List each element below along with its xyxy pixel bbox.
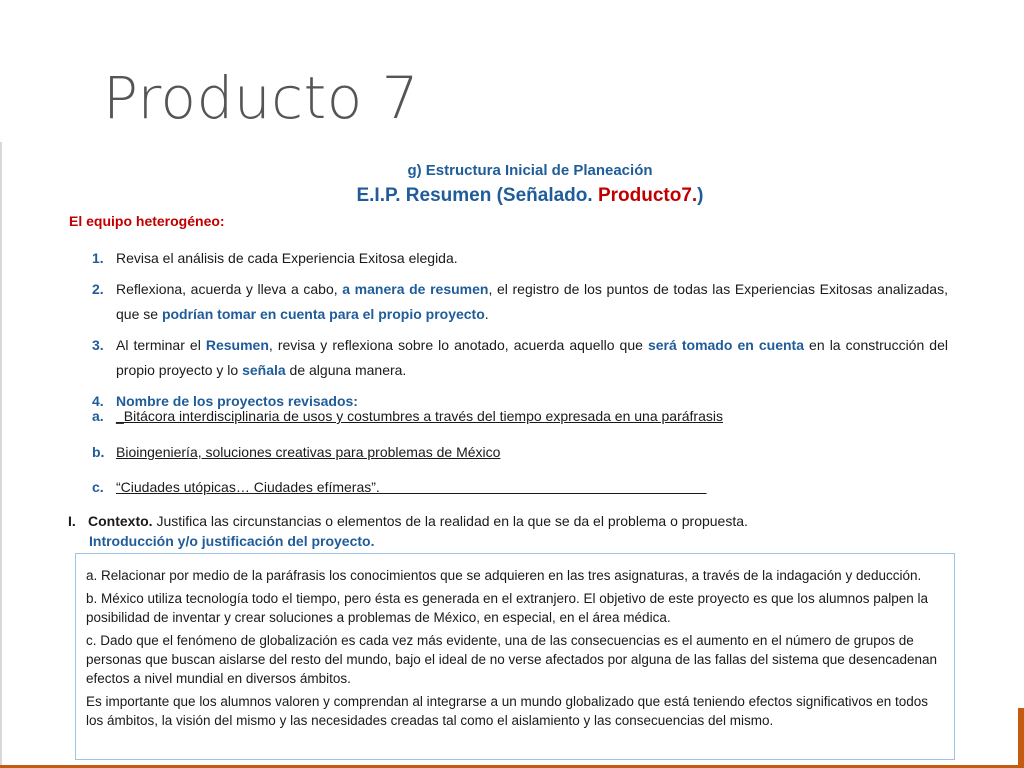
document-image: [0, 142, 1018, 768]
step-number: 1.: [92, 250, 104, 266]
step-emphasis: podrían tomar en cuenta para el propio proyecto: [161, 306, 485, 322]
step-text-part: Reflexiona, acuerda y lleva a cabo,: [116, 281, 343, 297]
step-emphasis: será tomado en cuenta: [647, 337, 804, 353]
project-item: [92, 408, 723, 424]
step-emphasis: Resumen: [205, 337, 269, 353]
steps-list: [92, 246, 948, 420]
justification-paragraph: c. Dado que el fenómeno de globalización es cada vez más evidente, una de las consecuencias es el aumento en el número de grupos de personas que buscan aislarse del resto del mundo, bajo el ideal de no verse afectados por alguna de las fallas del sistema que desencadenan efectos a nivel mundial en diversos ámbitos.: [86, 633, 938, 686]
step-text-part: , revisa y reflexiona sobre lo anotado, acuerda aquello que: [268, 337, 648, 353]
project-item: [92, 444, 500, 460]
step-text-part: de alguna manera.: [285, 362, 407, 378]
context-text: Justifica las circunstancias o elementos de la realidad en la que se da el problema o propuesta.: [152, 513, 748, 529]
project-name: _Bitácora interdisciplinaria de usos y costumbres a través del tiempo expresada en una paráfrasis: [116, 408, 723, 424]
document-title-prefix: E.I.P. Resumen (Señalado.: [356, 185, 598, 206]
project-letter: c.: [92, 479, 104, 495]
step-number: 4.: [92, 393, 104, 409]
step-text-part: , el registro de los puntos de todas las Experiencias Exitosas analizadas, que se: [116, 281, 948, 322]
document-title-product: Producto7.: [597, 185, 698, 206]
justification-box: [75, 553, 955, 760]
step-text: Nombre de los proyectos revisados:: [116, 393, 358, 409]
slide-title: Producto 7: [103, 64, 420, 132]
step-text-part: en la construcción del propio proyecto y lo: [116, 337, 948, 378]
intro-heading: Introducción y/o justificación del proyecto.: [89, 533, 375, 549]
project-item: [92, 479, 707, 495]
step-text: [116, 333, 948, 383]
team-label: El equipo heterogéneo:: [69, 213, 225, 229]
context-line: [68, 513, 748, 529]
context-numeral: I.: [68, 513, 76, 529]
project-name: Bioingeniería, soluciones creativas para problemas de México: [116, 444, 501, 460]
justification-paragraph: Es importante que los alumnos valoren y comprendan al integrarse a un mundo globalizado que está teniendo efectos significativos en todos los ámbitos, la visión del mismo y las necesidades creadas tal como el aislamiento y las consecuencias del mismo.: [86, 694, 929, 728]
step-text-part: .: [484, 306, 489, 322]
document-title-suffix: ): [697, 185, 704, 206]
project-name: “Ciudades utópicas… Ciudades efímeras”.: [116, 479, 707, 495]
step-number: 3.: [92, 337, 104, 353]
step-emphasis: señala: [242, 362, 286, 378]
step-item: [92, 246, 948, 271]
justification-paragraph: a. Relacionar por medio de la paráfrasis los conocimientos que se adquieren en las tres asignaturas, a través de la indagación y deducción.: [86, 568, 922, 583]
step-text-part: Al terminar el: [116, 337, 206, 353]
corner-accent: [1018, 708, 1024, 768]
section-heading: g) Estructura Inicial de Planeación: [407, 162, 653, 179]
step-text: [116, 277, 948, 327]
step-item: [92, 277, 948, 327]
step-text: Revisa el análisis de cada Experiencia Exitosa elegida.: [116, 250, 458, 266]
step-item: [92, 333, 948, 383]
step-emphasis: a manera de resumen: [342, 281, 489, 297]
project-letter: b.: [92, 444, 105, 460]
context-label: Contexto.: [88, 513, 153, 529]
project-letter: a.: [92, 408, 104, 424]
step-number: 2.: [92, 281, 104, 297]
justification-paragraph: b. México utiliza tecnología todo el tiempo, pero ésta es generada en el extranjero. El objetivo de este proyecto es que los alumnos palpen la posibilidad de inventar y crear soluciones a problemas de México, en especial, en el área médica.: [86, 591, 929, 625]
document-title: [0, 185, 1024, 207]
